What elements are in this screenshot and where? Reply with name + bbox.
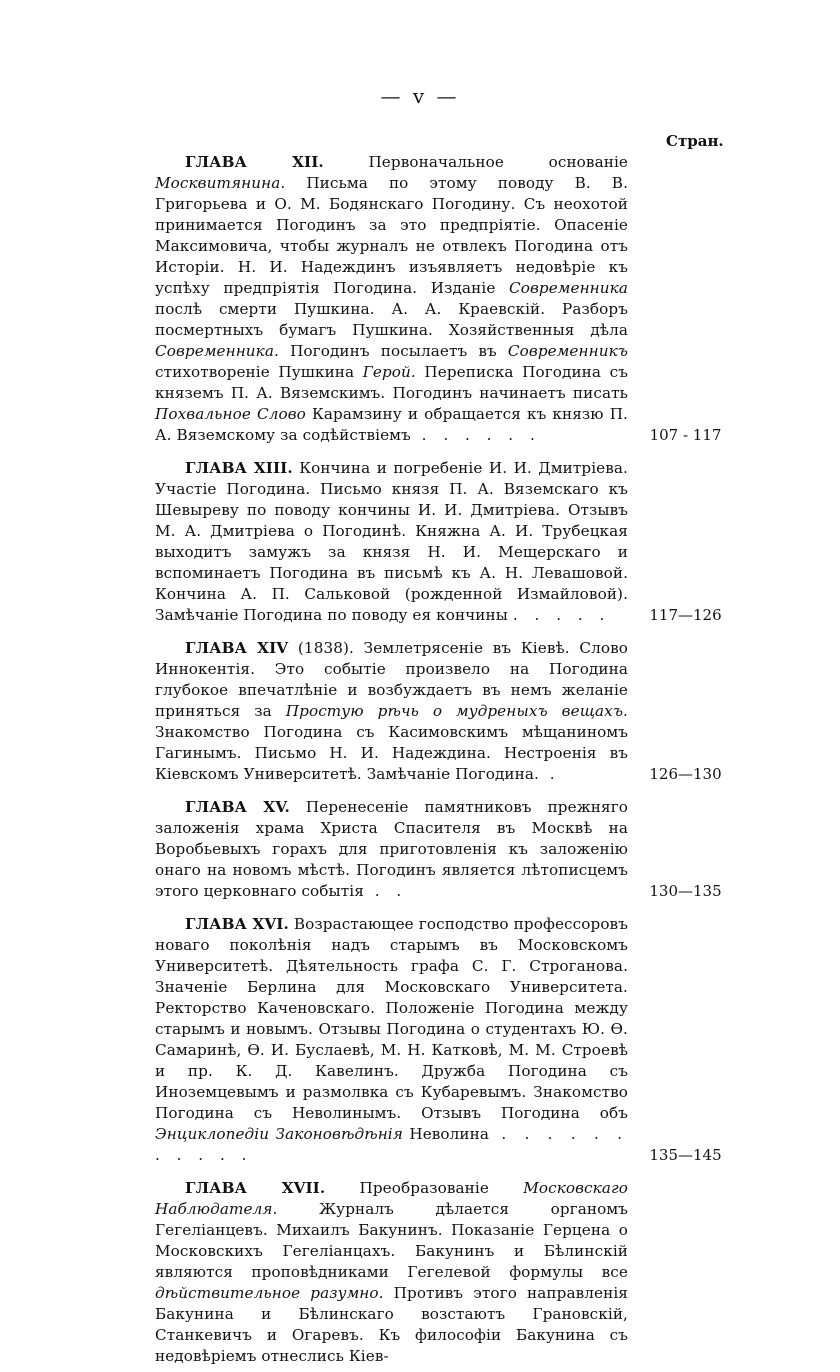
entry-text: ГЛАВА XVI. Возрастающее господство профессоровъ новаго поколѣнія надъ старымъ въ Московскомъ Университетѣ. Дѣятельность графа С. Г. Строганова. Значеніе Берлина для Московскаго Университета. Ректорство Каченовскаго. Положеніе Погодина между старымъ и новымъ. Отзывы Погодина о студентахъ Ю. Ѳ. Самаринѣ, Ѳ. И. Буслаевѣ, М. Н. Катковѣ, М. М. Строевѣ и пр. К. Д. Кавелинъ. Дружба Погодина съ Иноземцевымъ и размолвка съ Кубаревымъ. Знакомство Погодина съ Неволинымъ. Отзывъ Погодина объ Энциклопедіи Законовѣдѣнія Неволина . . . . . . . . . . . (155, 915, 628, 1164)
toc-entry-chapter-17 (155, 1178, 733, 1367)
entry-text: ГЛАВА XII. Первоначальное основаніе Москвитянина. Письма по этому поводу В. В. Григорьева и О. М. Бодянскаго Погодину. Съ неохотой принимается Погодинъ за это предпріятіе. Опасеніе Максимовича, чтобы журналъ не отвлекъ Погодина отъ Исторіи. Н. И. Надеждинъ изъявляетъ недовѣріе къ успѣху предпріятія Погодина. Изданіе Современника послѣ смерти Пушкина. А. А. Краевскій. Разборъ посмертныхъ бумагъ Пушкина. Хозяйственныя дѣла Современника. Погодинъ посылаетъ въ Современникъ стихотвореніе Пушкина Герой. Переписка Погодина съ княземъ П. А. Вяземскимъ. Погодинъ начинаетъ писать Похвальное Слово Карамзину и обращается къ князю П. А. Вяземскому за содѣйствіемъ . . . . . . (155, 153, 628, 444)
page-range: 107 - 117 (649, 426, 722, 444)
page-range: 117—126 (649, 606, 722, 624)
entry-text: ГЛАВА XV. Перенесеніе памятниковъ прежняго заложенія храма Христа Спасителя въ Москвѣ на Воробьевыхъ горахъ для приготовленія къ заложенію онаго на новомъ мѣстѣ. Погодинъ является лѣтописцемъ этого церковнаго событія . . (155, 798, 628, 900)
chapter-label: ГЛАВА XVII. (185, 1179, 326, 1197)
entry-text: ГЛАВА XVII. Преобразованіе Московскаго Наблюдателя. Журналъ дѣлается органомъ Гегеліанцевъ. Михаилъ Бакунинъ. Показаніе Герцена о Московскихъ Гегеліанцахъ. Бакунинъ и Бѣлинскій являются проповѣдниками Гегелевой формулы все дѣйствительное разумно. Противъ этого направленія Бакунина и Бѣлинскаго возстаютъ Грановскій, Станкевичъ и Огаревъ. Къ философіи Бакунина съ недовѣріемъ отнеслись Кіев- (155, 1179, 628, 1365)
toc-entry-chapter-12 (155, 152, 733, 446)
toc-entry-chapter-15 (155, 797, 733, 902)
leader-dots: . . . . . . (410, 426, 541, 444)
chapter-label: ГЛАВА XIII. (185, 459, 293, 477)
entry-text: ГЛАВА XIII. Кончина и погребеніе И. И. Дмитріева. Участіе Погодина. Письмо князя П. А. Вяземскаго къ Шевыреву по поводу кончины И. И. Дмитріева. Отзывъ М. А. Дмитріева о Погодинѣ. Княжна А. И. Трубецкая выходитъ замужъ за князя Н. И. Мещерскаго и вспоминаетъ Погодина въ письмѣ къ А. Н. Левашовой. Кончина А. П. Сальковой (рожденной Измайловой). Замѣчаніе Погодина по поводу ея кончины . . . . . (155, 459, 628, 624)
leader-dots: . . (363, 882, 408, 900)
chapter-label: ГЛАВА XV. (185, 798, 290, 816)
table-of-contents (155, 152, 733, 1372)
page-range: 135—145 (649, 1146, 722, 1164)
toc-entry-chapter-16 (155, 914, 733, 1166)
chapter-label: ГЛАВА XII. (185, 153, 324, 171)
page-number: — v — (380, 84, 460, 108)
leader-dots: . (538, 765, 561, 783)
toc-entry-chapter-14 (155, 638, 733, 785)
pages-column-label: Стран. (666, 132, 724, 150)
toc-entry-chapter-13 (155, 458, 733, 626)
chapter-label: ГЛАВА XIV (185, 639, 289, 657)
page-range: 126—130 (649, 765, 722, 783)
leader-dots: . . . . . (512, 606, 611, 624)
leader-dots: . . . . . . . . . . . (155, 1125, 628, 1164)
chapter-label: ГЛАВА XVI. (185, 915, 289, 933)
page-range: 130—135 (649, 882, 722, 900)
entry-text: ГЛАВА XIV (1838). Землетрясеніе въ Кіевѣ. Слово Иннокентія. Это событіе произвело на Погодина глубокое впечатлѣніе и возбуждаетъ въ немъ желаніе приняться за Простую рѣчь о мудреныхъ вещахъ. Знакомство Погодина съ Касимовскимъ мѣщаниномъ Гагинымъ. Письмо Н. И. Надеждина. Нестроенія въ Кіевскомъ Университетѣ. Замѣчаніе Погодина. . (155, 639, 628, 783)
